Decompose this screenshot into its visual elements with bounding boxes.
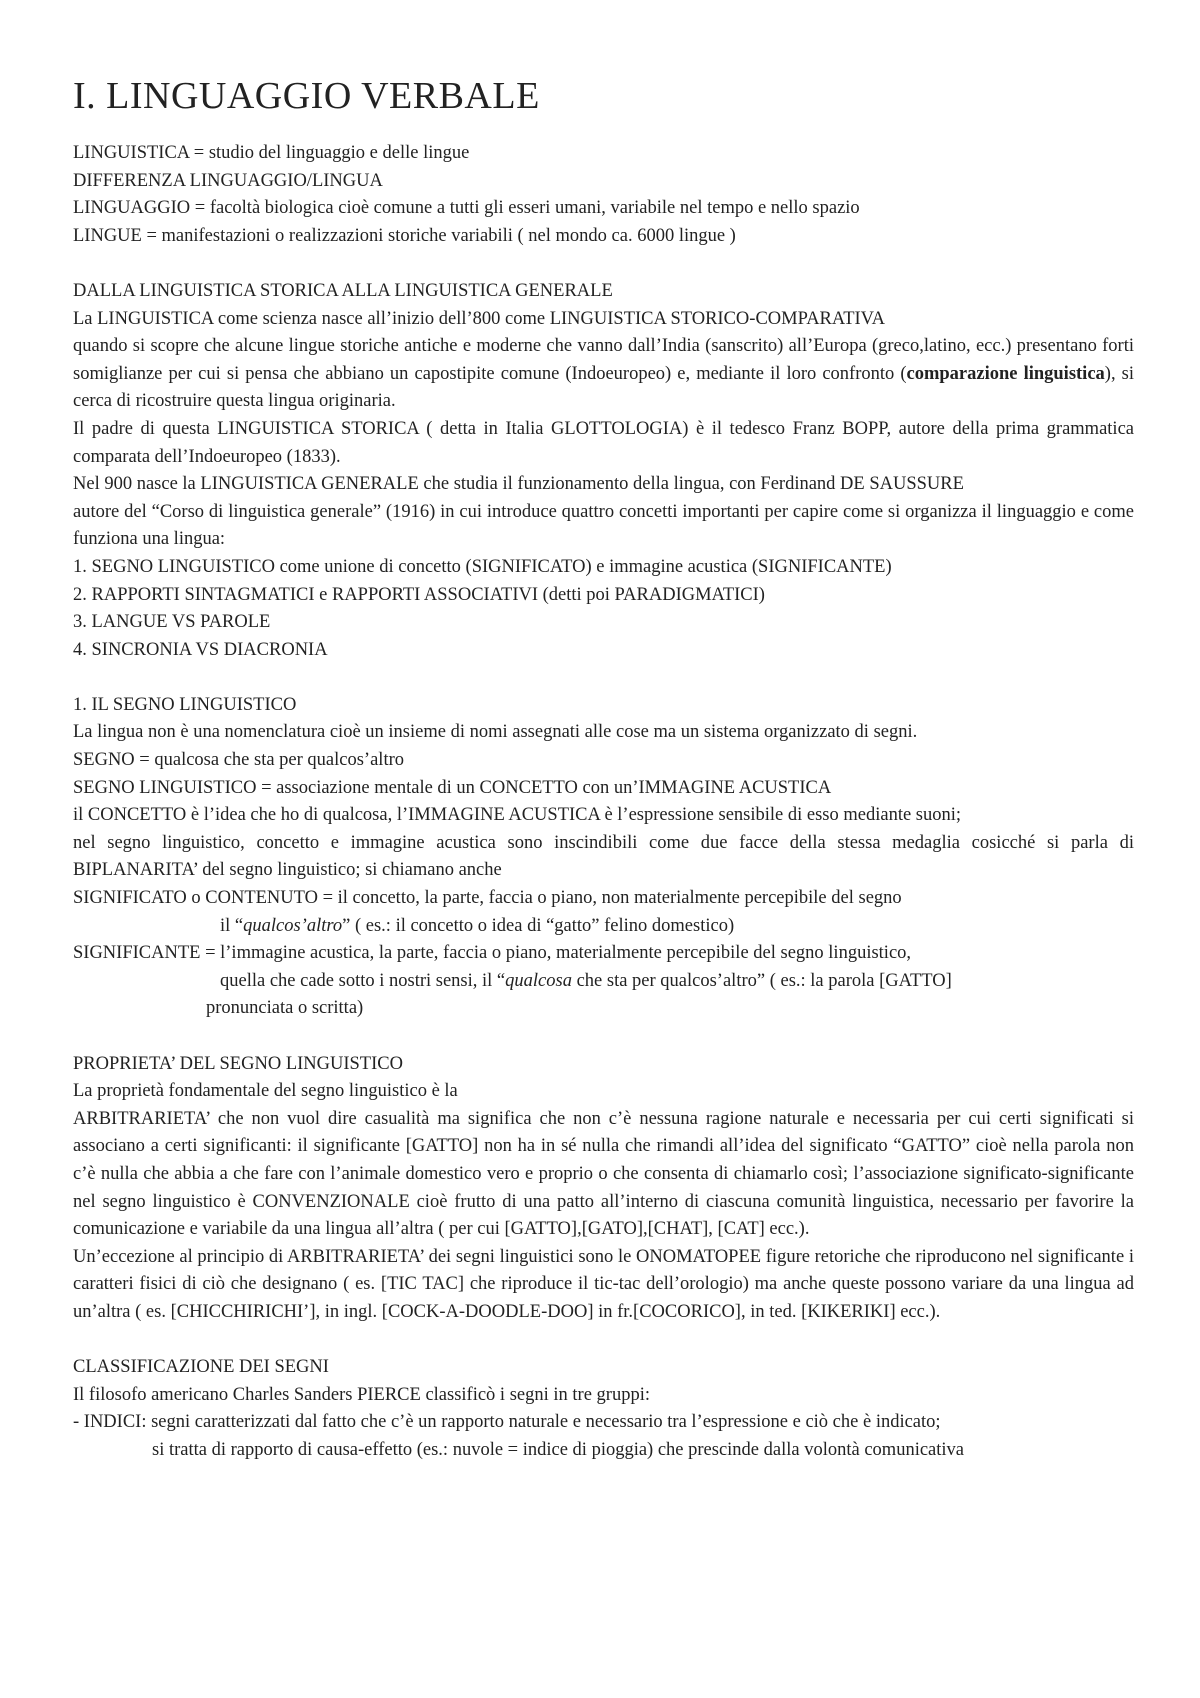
text-line: - INDICI: segni caratterizzati dal fatto che c’è un rapporto naturale e necessario tra l’espressione e ciò che è indicato; <box>73 1412 941 1433</box>
spacer <box>73 1023 1134 1051</box>
text-line: SIGNIFICANTE = l’immagine acustica, la parte, faccia o piano, materialmente percepibile del segno linguistico, <box>73 943 912 964</box>
text-line: SIGNIFICATO o CONTENUTO = il concetto, la parte, faccia o piano, non materialmente percepibile del segno <box>73 888 902 909</box>
text-line: La LINGUISTICA come scienza nasce all’inizio dell’800 come LINGUISTICA STORICO-COMPARATIVA <box>73 308 885 329</box>
indented-line: pronunciata o scritta) <box>206 998 364 1019</box>
spacer <box>73 664 1134 692</box>
paragraph: Un’eccezione al principio di ARBITRARIETA’ dei segni linguistici sono le ONOMATOPEE figure retoriche che riproducono nel significante i caratteri fisici di ciò che designano ( es. [TIC TAC] che riproduce il tic-tac dell’orologio) ma anche queste possono variare da una lingua ad un’altra ( es. [CHICCHIRICHI’], in ingl. [COCK-A-DOODLE-DOO] in fr.[COCORICO], in ted. [KIKERIKI] ecc.). <box>73 1246 1134 1322</box>
bold-term: comparazione linguistica <box>906 363 1105 384</box>
section-heading: DALLA LINGUISTICA STORICA ALLA LINGUISTICA GENERALE <box>73 280 613 301</box>
text-span: che sta per qualcos’altro” ( es.: la parola [GATTO] <box>571 970 952 991</box>
intro-line: LINGUAGGIO = facoltà biologica cioè comune a tutti gli esseri umani, variabile nel tempo e nello spazio <box>73 198 860 219</box>
indented-line <box>73 913 1134 941</box>
list-item: 2. RAPPORTI SINTAGMATICI e RAPPORTI ASSOCIATIVI (detti poi PARADIGMATICI) <box>73 584 765 605</box>
list-item: 1. SEGNO LINGUISTICO come unione di concetto (SIGNIFICATO) e immagine acustica (SIGNIFICANTE) <box>73 556 892 577</box>
section-heading: CLASSIFICAZIONE DEI SEGNI <box>73 1357 329 1378</box>
indented-line: si tratta di rapporto di causa-effetto (es.: nuvole = indice di pioggia) che prescinde dalla volontà comunicativa <box>152 1439 964 1460</box>
section-heading: 1. IL SEGNO LINGUISTICO <box>73 694 297 715</box>
italic-term: qualcosa <box>505 970 572 991</box>
list-item: 3. LANGUE VS PAROLE <box>73 612 271 633</box>
intro-line: LINGUE = manifestazioni o realizzazioni storiche variabili ( nel mondo ca. 6000 lingue ) <box>73 225 736 246</box>
spacer <box>73 250 1134 278</box>
intro-line: LINGUISTICA = studio del linguaggio e delle lingue <box>73 143 470 163</box>
paragraph: autore del “Corso di linguistica generale” (1916) in cui introduce quattro concetti importanti per capire come si organizza il linguaggio e come funziona una lingua: <box>73 501 1134 550</box>
text-span: ” ( es.: il concetto o idea di “gatto” felino domestico) <box>342 915 735 936</box>
text-line: Il filosofo americano Charles Sanders PIERCE classificò i segni in tre gruppi: <box>73 1384 650 1405</box>
text-line: La proprietà fondamentale del segno linguistico è la <box>73 1081 458 1102</box>
paragraph: il CONCETTO è l’idea che ho di qualcosa, l’IMMAGINE ACUSTICA è l’espressione sensibile di esso mediante suoni; <box>73 805 962 826</box>
text-line: SEGNO LINGUISTICO = associazione mentale di un CONCETTO con un’IMMAGINE ACUSTICA <box>73 777 832 798</box>
text-line: La lingua non è una nomenclatura cioè un insieme di nomi assegnati alle cose ma un sistema organizzato di segni. <box>73 722 918 743</box>
text-line: SEGNO = qualcosa che sta per qualcos’altro <box>73 750 404 771</box>
text-span: il “ <box>220 915 244 936</box>
page-title: I. LINGUAGGIO VERBALE <box>73 75 540 117</box>
section-heading: PROPRIETA’ DEL SEGNO LINGUISTICO <box>73 1053 403 1074</box>
text-span: quella che cade sotto i nostri sensi, il “ <box>220 970 506 991</box>
paragraph: Il padre di questa LINGUISTICA STORICA ( detta in Italia GLOTTOLOGIA) è il tedesco Franz BOPP, autore della prima grammatica comparata dell’Indoeuropeo (1833). <box>73 418 1134 467</box>
text-span: ), si cerca di ricostruire questa lingua originaria. <box>73 363 1135 412</box>
list-item: 4. SINCRONIA VS DIACRONIA <box>73 639 328 660</box>
paragraph: ARBITRARIETA’ che non vuol dire casualità ma significa che non c’è nessuna ragione naturale e necessaria per cui certi significati si associano a certi significanti: il significante [GATTO] non ha in sé nulla che rimandi all’idea del significato “GATTO” cioè nella parola non c’è nulla che abbia a che fare con l’animale domestico vero e proprio o che consenta di chiamarlo così; l’associazione significato-significante nel segno linguistico è CONVENZIONALE cioè frutto di una patto all’interno di ciascuna comunità linguistica, necessario per favorire la comunicazione e variabile da una lingua all’altra ( per cui [GATTO],[GATO],[CHAT], [CAT] ecc.). <box>73 1108 1134 1240</box>
spacer <box>73 1327 1134 1355</box>
intro-line: DIFFERENZA LINGUAGGIO/LINGUA <box>73 170 383 191</box>
indented-line <box>73 968 1134 996</box>
text-span: quando si scopre che alcune lingue storiche antiche e moderne che vanno dall’India (sanscrito) all’Europa (greco,latino, ecc.) presentano forti somiglianze per cui si pensa che abbiano un capostipite comune (Indoeuropeo) e, mediante il loro confronto ( <box>73 336 1134 384</box>
paragraph: Nel 900 nasce la LINGUISTICA GENERALE che studia il funzionamento della lingua, con Ferdinand DE SAUSSURE <box>73 474 964 495</box>
italic-term: qualcos’altro <box>243 915 343 936</box>
paragraph <box>73 333 1134 416</box>
paragraph: nel segno linguistico, concetto e immagine acustica sono inscindibili come due facce della stessa medaglia cosicché si parla di BIPLANARITA’ del segno linguistico; si chiamano anche <box>73 832 1134 881</box>
